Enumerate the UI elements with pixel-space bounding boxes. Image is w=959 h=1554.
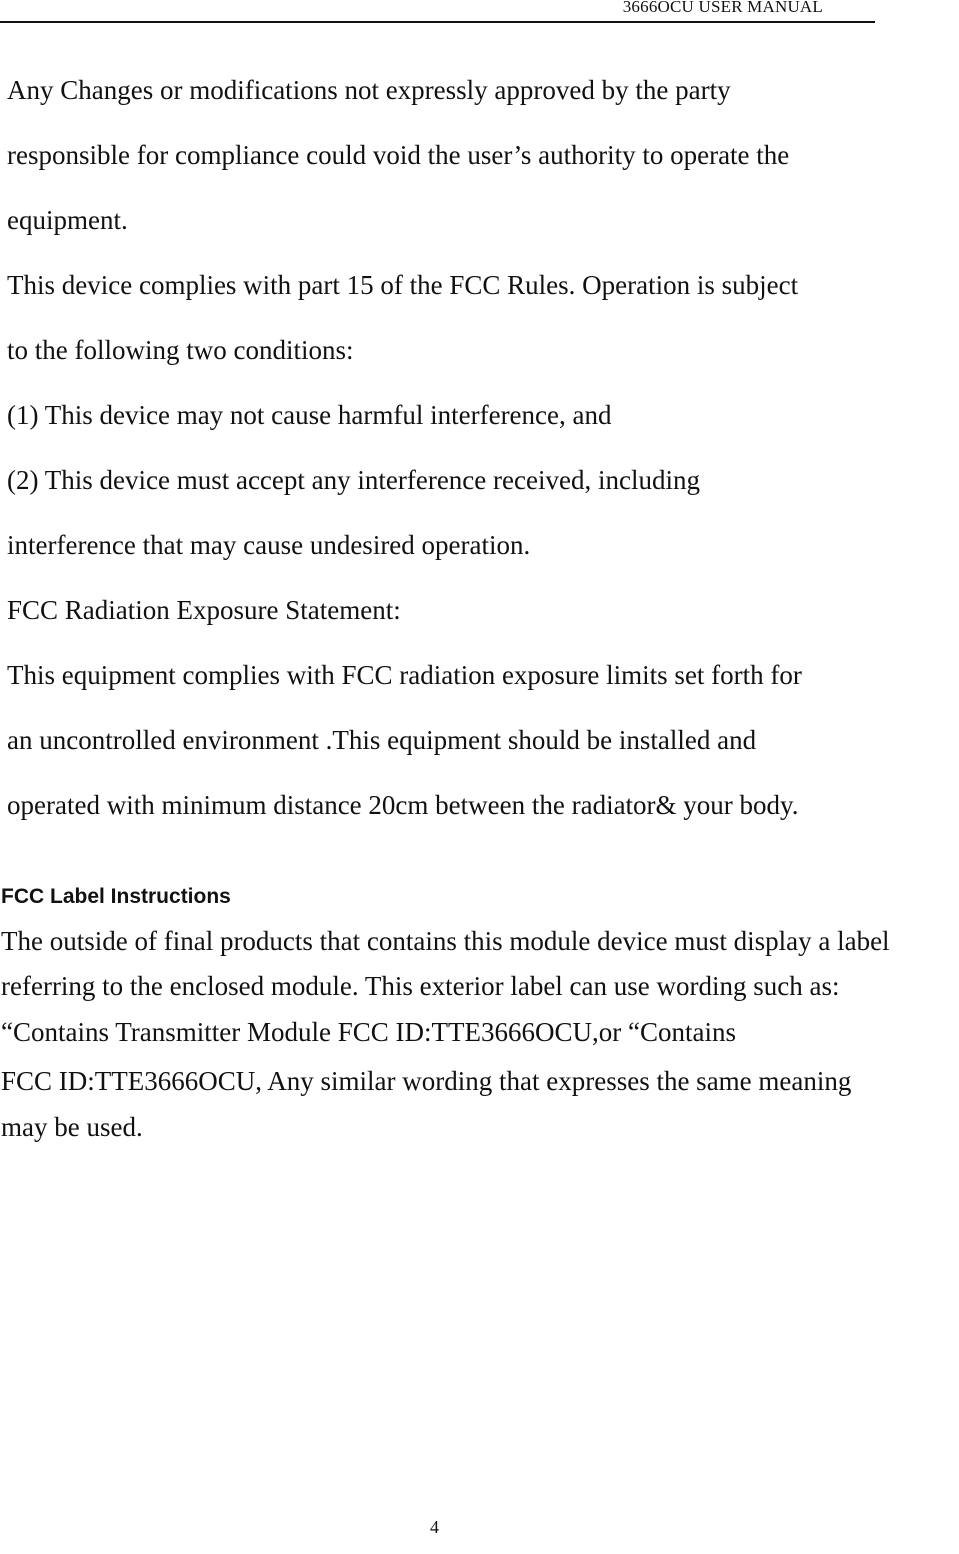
statement-line-6: (1) This device may not cause harmful interference, and xyxy=(7,400,612,430)
statement-line-7: (2) This device must accept any interference received, including xyxy=(7,465,700,495)
header-title: 3666OCU USER MANUAL xyxy=(622,0,823,16)
label-line-2: referring to the enclosed module. This exterior label can use wording such as: xyxy=(1,971,840,1001)
statement-line-10: This equipment complies with FCC radiation exposure limits set forth for xyxy=(7,660,802,690)
statement-line-8: interference that may cause undesired operation. xyxy=(7,530,531,560)
statement-line-5: to the following two conditions: xyxy=(7,335,354,365)
label-line-4: FCC ID:TTE3666OCU, Any similar wording that expresses the same meaning xyxy=(1,1066,852,1096)
statement-line-1: Any Changes or modifications not expressly approved by the party xyxy=(7,75,731,105)
section-heading: FCC Label Instructions xyxy=(1,885,231,908)
statement-line-9: FCC Radiation Exposure Statement: xyxy=(7,595,401,625)
statement-line-12: operated with minimum distance 20cm between the radiator& your body. xyxy=(7,790,799,820)
statement-line-2: responsible for compliance could void the user’s authority to operate the xyxy=(7,140,790,170)
label-line-1: The outside of final products that contains this module device must display a label xyxy=(1,926,890,956)
statement-line-3: equipment. xyxy=(7,205,128,235)
statement-line-4: This device complies with part 15 of the FCC Rules. Operation is subject xyxy=(7,270,799,300)
label-line-3: “Contains Transmitter Module FCC ID:TTE3666OCU,or “Contains xyxy=(1,1017,736,1047)
label-line-5: may be used. xyxy=(1,1112,143,1142)
page-header xyxy=(0,0,875,23)
statement-line-11: an uncontrolled environment .This equipment should be installed and xyxy=(7,725,757,755)
page-number: 4 xyxy=(430,1517,439,1537)
